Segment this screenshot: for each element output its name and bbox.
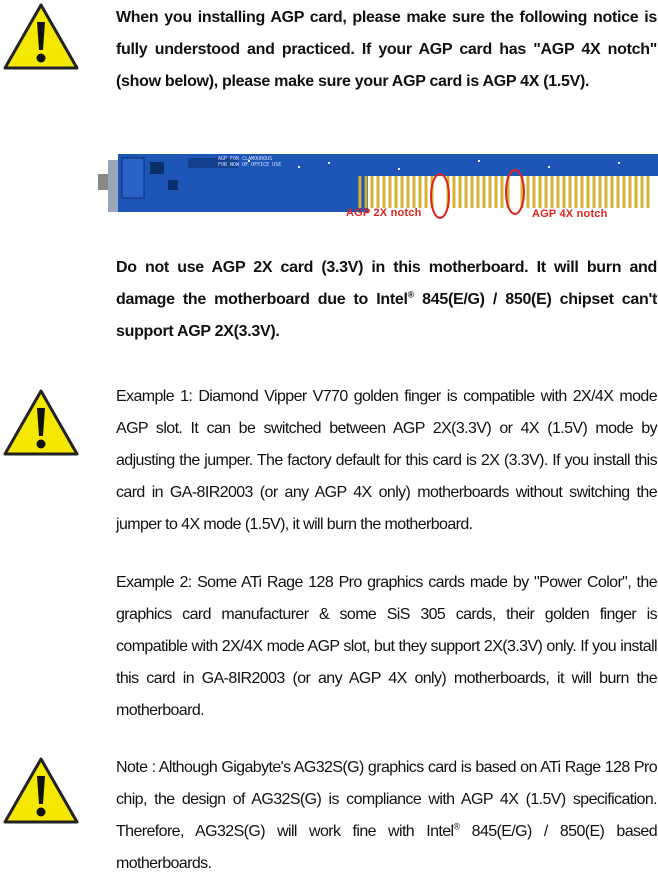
warning-icon — [2, 388, 80, 458]
example-1-paragraph: Example 1: Diamond Vipper V770 golden finger is compatible with 2X/4X mode AGP slot. It can be switched between AGP 2X(3.3V) or 4X (1.5V) mode by adjusting the jumper. The factory default for this card is 2X (3.3V). If you install this card in GA-8IR2003 (or any AGP 4X only) motherboards without switching the jumper to 4X mode (1.5V), it will burn the motherboard. — [116, 388, 657, 533]
note-text-part2: 845(E/G) / 850(E) based motherboards. — [116, 823, 657, 872]
note-text-part1: Note : Although Gigabyte's AG32S(G) graphics card is based on ATi Rage 128 Pro chip, the design of AG32S(G) is compliance with AGP 4X (1.5V) specification. Therefore, AG32S(G) will work fine with Intel — [116, 759, 657, 840]
intro-paragraph: When you installing AGP card, please make sure the following notice is fully understood and practiced. If your AGP card has "AGP 4X notch"(show below), please make sure your AGP card is AGP 4X (1.5V). — [116, 9, 657, 90]
pcb-text-line-1: AGP FOR CLAMOUROUS — [218, 156, 273, 162]
warning-text-part1: Do not use AGP 2X card (3.3V) in this motherboard. It will burn and damage the motherboard due to Intel — [116, 259, 657, 308]
pcb-silkscreen-text — [218, 156, 281, 168]
registered-mark: ® — [407, 289, 414, 300]
warning-text-part2: 845(E/G) / 850(E) chipset can't support AGP 2X(3.3V). — [116, 291, 658, 340]
agp-2x-notch-label: AGP 2X notch — [346, 207, 422, 219]
warning-icon — [2, 756, 80, 826]
pcb-text-line-2: FOR NOW OF OFFICE USE — [218, 162, 282, 168]
registered-mark: ® — [453, 821, 460, 832]
note-paragraph — [116, 752, 657, 880]
warning-icon — [2, 2, 80, 72]
example-2-paragraph: Example 2: Some ATi Rage 128 Pro graphics cards made by "Power Color", the graphics card manufacturer & some SiS 305 cards, their golden finger is compatible with 2X/4X mode AGP slot, but they support 2X(3.3V) only. If you install this card in GA-8IR2003 (or any AGP 4X only) motherboards, it will burn the motherboard. — [116, 574, 657, 719]
warning-paragraph — [116, 252, 657, 348]
agp-4x-notch-label: AGP 4X notch — [532, 208, 608, 220]
